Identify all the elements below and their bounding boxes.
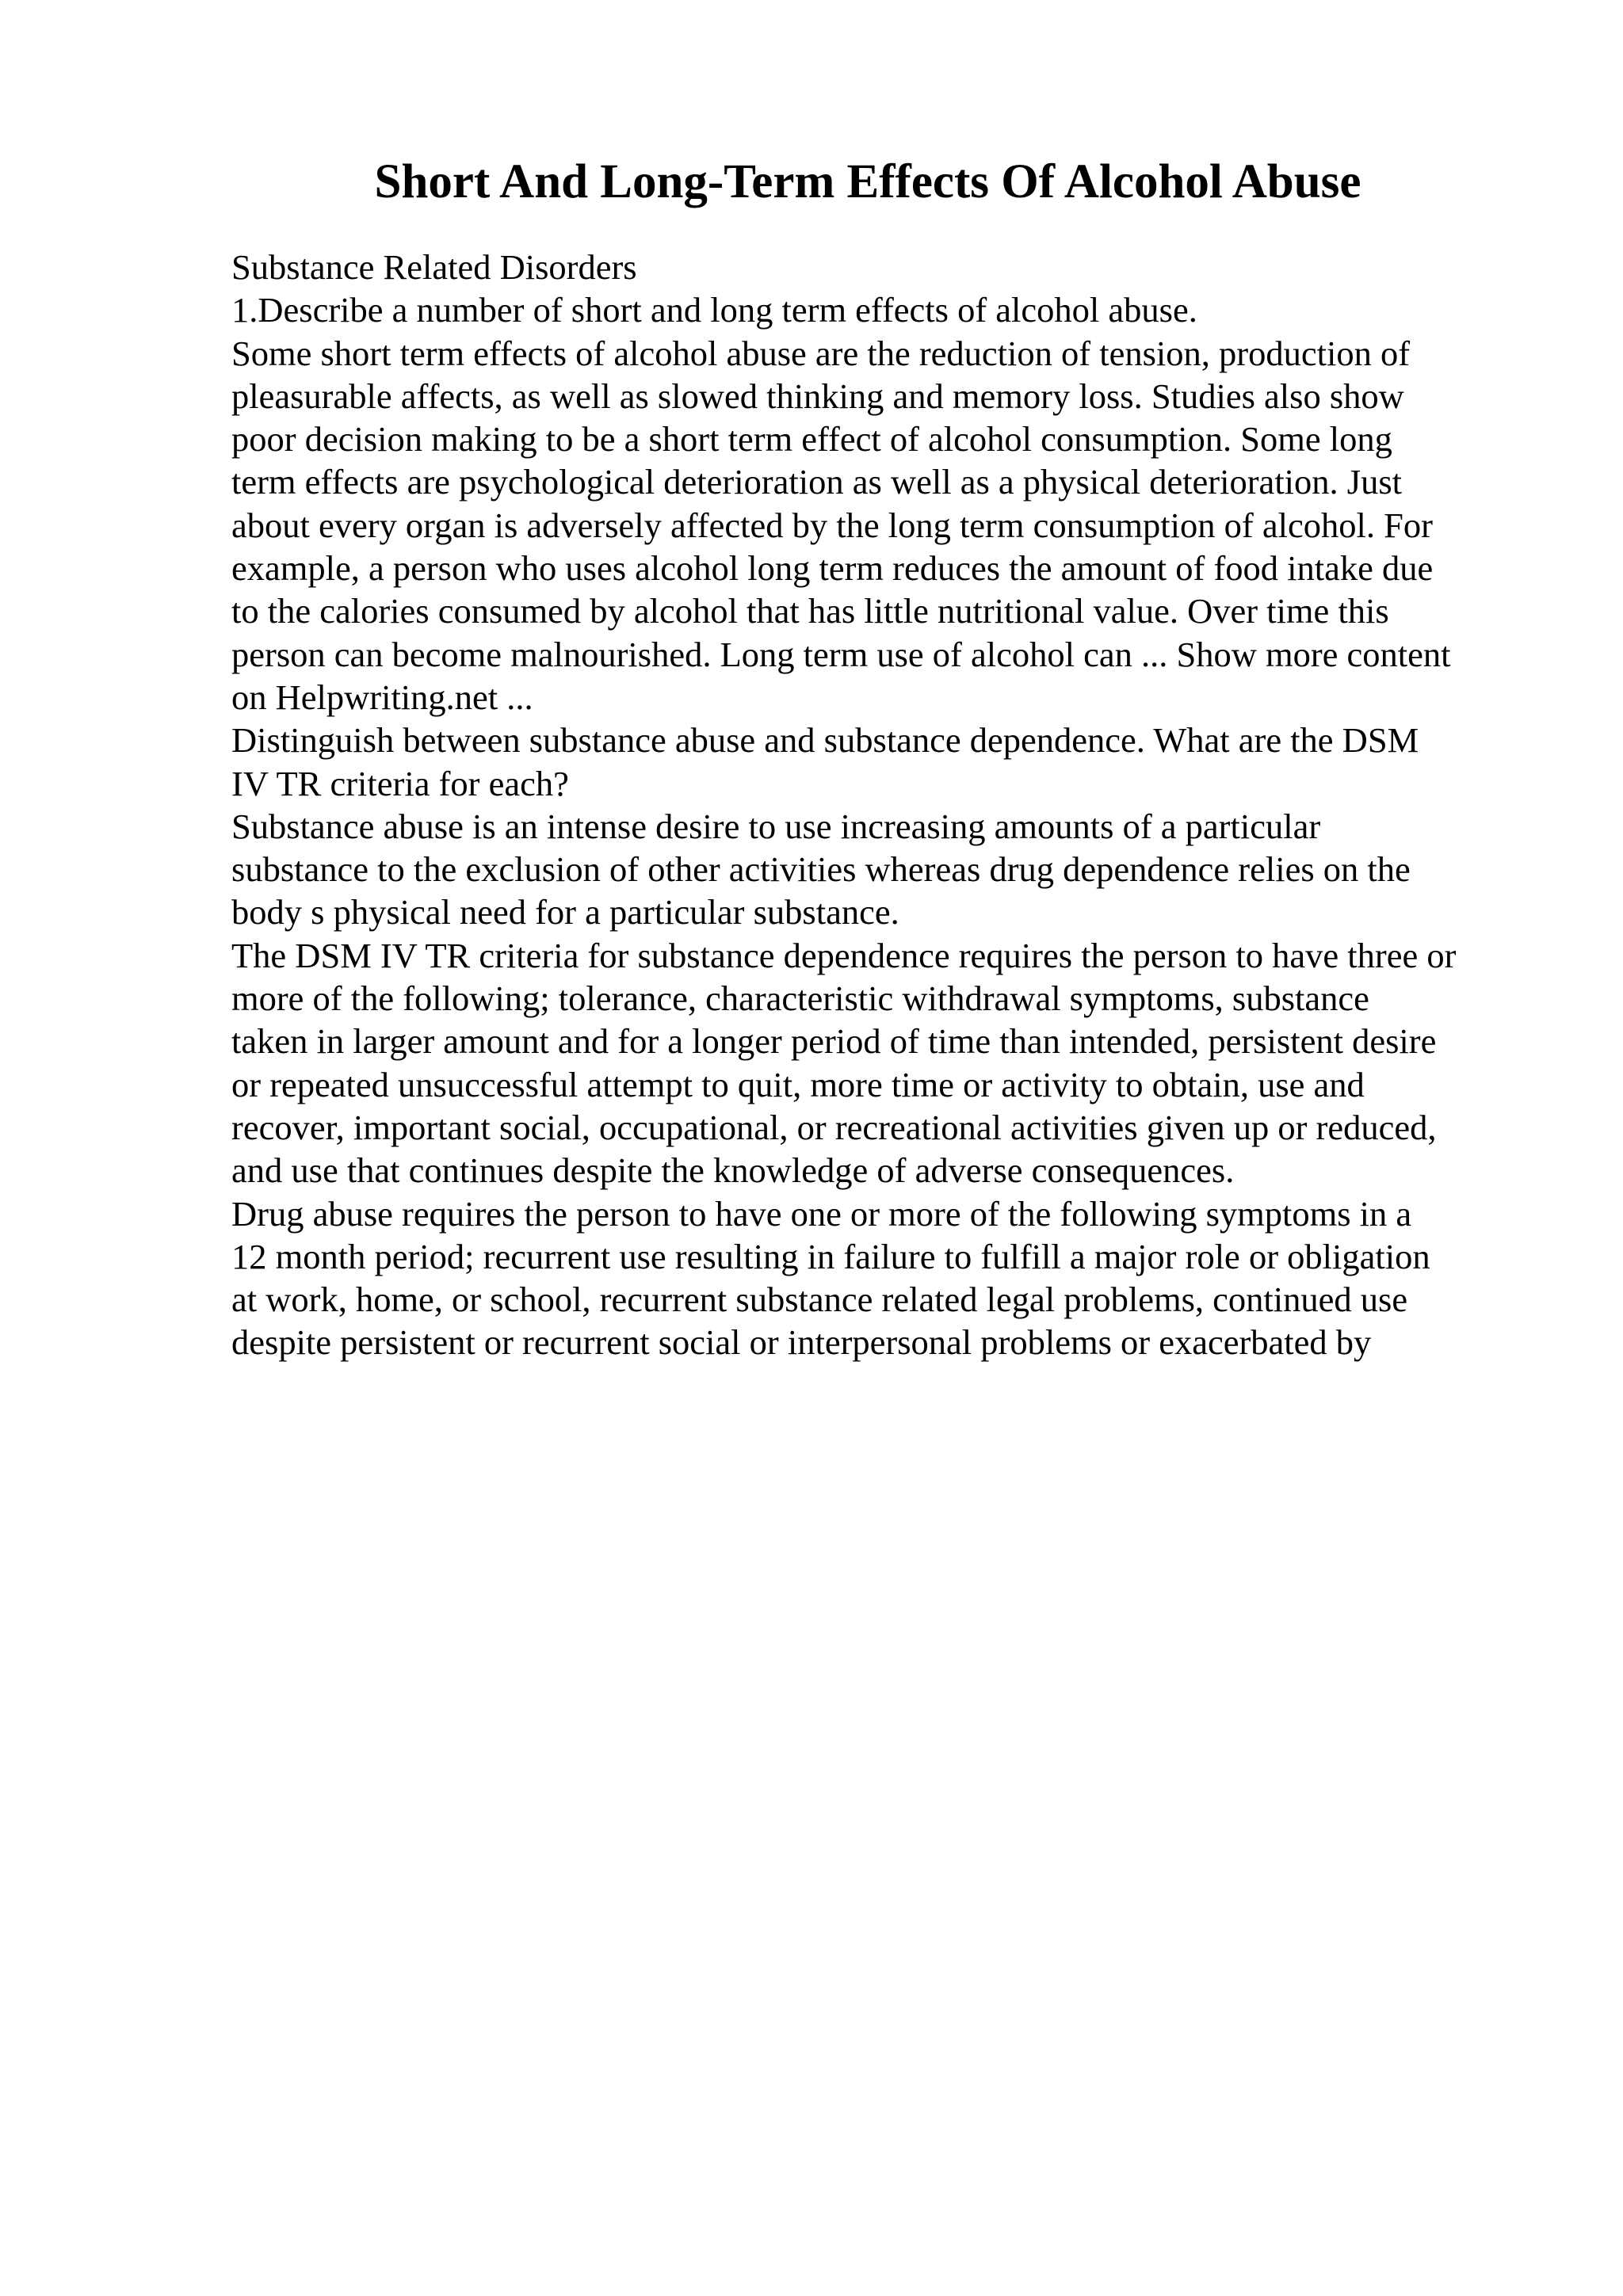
text-line: taken in larger amount and for a longer period of time than intended, persistent desire bbox=[231, 1021, 1437, 1062]
text-line: poor decision making to be a short term effect of alcohol consumption. Some long bbox=[231, 419, 1392, 460]
text-line: term effects are psychological deterioration as well as a physical deterioration. Just bbox=[231, 462, 1403, 502]
text-line: person can become malnourished. Long term use of alcohol can ... Show more content bbox=[231, 634, 1451, 674]
text-line: despite persistent or recurrent social or interpersonal problems or exacerbated by bbox=[231, 1322, 1372, 1363]
document-body bbox=[231, 246, 1531, 1364]
text-line: about every organ is adversely affected by the long term consumption of alcohol. For bbox=[231, 505, 1433, 545]
text-line: IV TR criteria for each? bbox=[231, 763, 569, 803]
text-line: 12 month period; recurrent use resulting in failure to fulfill a major role or obligation bbox=[231, 1236, 1430, 1276]
text-line: on Helpwriting.net ... bbox=[231, 677, 533, 717]
text-line: pleasurable affects, as well as slowed thinking and memory loss. Studies also show bbox=[231, 376, 1404, 416]
text-line: Drug abuse requires the person to have one or more of the following symptoms in a bbox=[231, 1193, 1412, 1234]
text-line: at work, home, or school, recurrent substance related legal problems, continued use bbox=[231, 1280, 1408, 1320]
text-line: substance to the exclusion of other activities whereas drug dependence relies on the bbox=[231, 849, 1411, 890]
text-line: Substance abuse is an intense desire to use increasing amounts of a particular bbox=[231, 806, 1321, 846]
text-line: to the calories consumed by alcohol that has little nutritional value. Over time this bbox=[231, 591, 1389, 631]
text-line: or repeated unsuccessful attempt to quit, more time or activity to obtain, use and bbox=[231, 1064, 1365, 1104]
text-line: Distinguish between substance abuse and substance dependence. What are the DSM bbox=[231, 720, 1419, 761]
text-line: 1.Describe a number of short and long term effects of alcohol abuse. bbox=[231, 290, 1197, 330]
text-line: recover, important social, occupational, or recreational activities given up or reduced, bbox=[231, 1107, 1437, 1147]
text-line: and use that continues despite the knowledge of adverse consequences. bbox=[231, 1150, 1235, 1191]
document-title: Short And Long-Term Effects Of Alcohol Abuse bbox=[374, 155, 1361, 208]
text-line: example, a person who uses alcohol long term reduces the amount of food intake due bbox=[231, 548, 1434, 589]
text-line: more of the following; tolerance, characteristic withdrawal symptoms, substance bbox=[231, 978, 1369, 1019]
text-line: Some short term effects of alcohol abuse are the reduction of tension, production of bbox=[231, 333, 1411, 373]
text-line: Substance Related Disorders bbox=[231, 247, 637, 287]
text-line: body s physical need for a particular substance. bbox=[231, 892, 899, 933]
text-line: The DSM IV TR criteria for substance dependence requires the person to have three or bbox=[231, 935, 1457, 975]
